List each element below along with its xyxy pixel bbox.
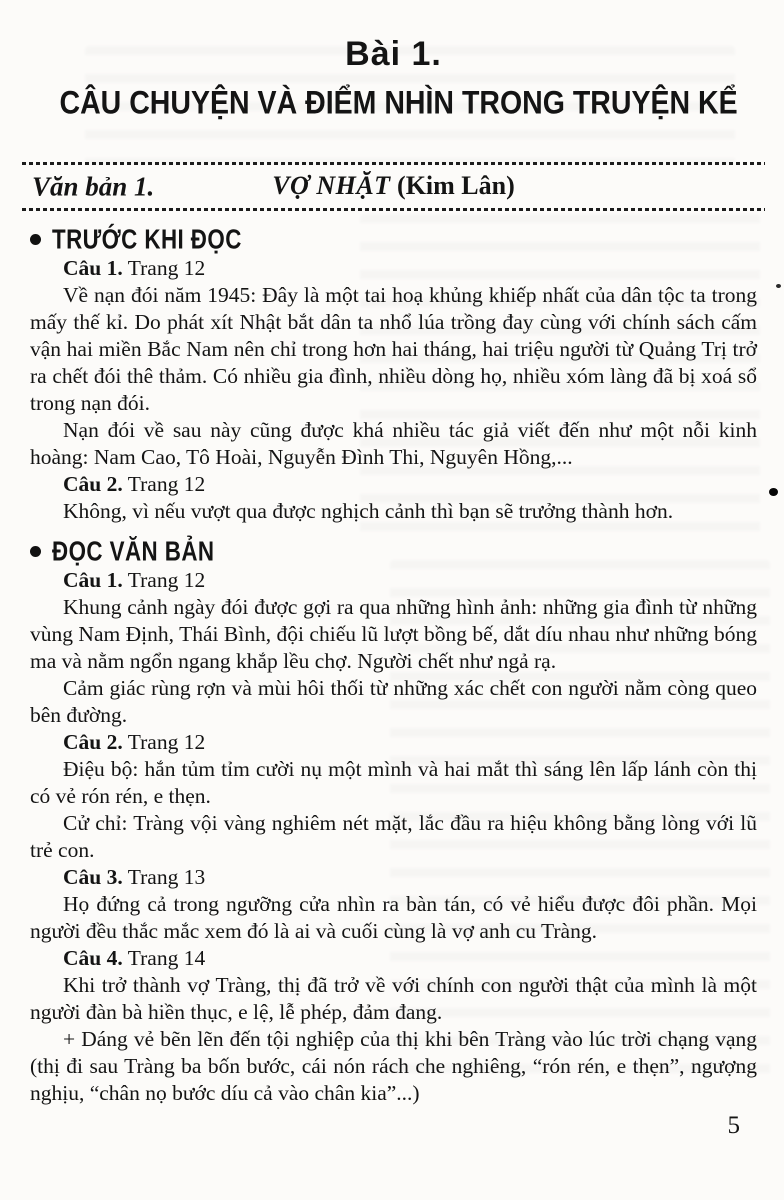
text-title: VỢ NHẶT <box>272 171 391 200</box>
section-heading-label: TRƯỚC KHI ĐỌC <box>52 222 242 255</box>
question-page-ref: Trang 12 <box>127 256 206 280</box>
question-label: Câu 1. <box>63 256 123 280</box>
question-page-ref: Trang 12 <box>127 472 206 496</box>
page-number: 5 <box>727 1112 740 1139</box>
question-line <box>30 945 757 972</box>
text-author: (Kim Lân) <box>397 171 515 200</box>
section-heading <box>30 534 757 567</box>
question-line <box>30 471 757 498</box>
lesson-number: Bài 1. <box>345 35 442 73</box>
bullet-icon <box>30 234 41 245</box>
text-header-label: Văn bản 1. <box>32 171 155 201</box>
answer-paragraph: Không, vì nếu vượt qua được nghịch cảnh thì bạn sẽ trưởng thành hơn. <box>63 499 674 523</box>
lesson-title: CÂU CHUYỆN VÀ ĐIỂM NHÌN TRONG TRUYỆN KỂ <box>59 83 738 122</box>
question-page-ref: Trang 14 <box>127 946 206 970</box>
answer-paragraph: Nạn đói về sau này cũng được khá nhiều tác giả viết đến như một nỗi kinh hoàng: Nam Cao, Tô Hoài, Nguyễn Đình Thi, Nguyên Hồng,... <box>30 418 757 469</box>
section-reading <box>30 534 757 1107</box>
ink-dot-artifact <box>769 488 778 496</box>
answer-paragraph: Điệu bộ: hắn tủm tỉm cười nụ một mình và hai mắt thì sáng lên lấp lánh còn thị có vẻ rón rén, e thẹn. <box>30 757 757 808</box>
question-line <box>30 567 757 594</box>
bullet-icon <box>30 546 41 557</box>
question-line <box>30 255 757 282</box>
answer-paragraph: Khung cảnh ngày đói được gợi ra qua những hình ảnh: những gia đình từ những vùng Nam Định, Thái Bình, đội chiếu lũ lượt bồng bế, dắt díu nhau như những bóng ma và nằm ngổn ngang khắp lều chợ. Người chết như ngả rạ. <box>30 595 757 673</box>
answer-paragraph: Cảm giác rùng rợn và mùi hôi thối từ những xác chết con người nằm còng queo bên đường. <box>30 676 757 727</box>
section-before-reading <box>30 222 757 525</box>
question-label: Câu 3. <box>63 865 123 889</box>
answer-paragraph: Khi trở thành vợ Tràng, thị đã trở về với chính con người thật của mình là một người đàn bà hiền thục, e lệ, lễ phép, đảm đang. <box>30 973 757 1024</box>
answer-paragraph: Về nạn đói năm 1945: Đây là một tai hoạ khủng khiếp nhất của dân tộc ta trong mấy thế kỉ. Do phát xít Nhật bắt dân ta nhổ lúa trồng đay cùng với chính sách cấm vận hai miền Bắc Nam nên chỉ trong hơn hai tháng, hai triệu người từ Quảng Trị trở ra chết đói thê thảm. Có nhiều gia đình, nhiều dòng họ, nhiều xóm làng đã bị xoá sổ trong nạn đói. <box>30 283 757 415</box>
section-heading-label: ĐỌC VĂN BẢN <box>52 534 215 567</box>
question-page-ref: Trang 12 <box>127 568 206 592</box>
question-line <box>30 729 757 756</box>
question-label: Câu 4. <box>63 946 123 970</box>
question-page-ref: Trang 12 <box>127 730 206 754</box>
question-label: Câu 2. <box>63 472 123 496</box>
question-line <box>30 864 757 891</box>
question-page-ref: Trang 13 <box>127 865 206 889</box>
answer-paragraph: Cử chỉ: Tràng vội vàng nghiêm nét mặt, lắc đầu ra hiệu không bằng lòng với lũ trẻ con. <box>30 811 757 862</box>
question-label: Câu 1. <box>63 568 123 592</box>
question-label: Câu 2. <box>63 730 123 754</box>
answer-paragraph: Họ đứng cả trong ngưỡng cửa nhìn ra bàn tán, có vẻ hiểu được đôi phần. Mọi người đều thắc mắc xem đó là ai và cuối cùng là vợ anh cu Tràng. <box>30 892 757 943</box>
answer-paragraph: + Dáng vẻ bẽn lẽn đến tội nghiệp của thị khi bên Tràng vào lúc trời chạng vạng (thị đi sau Tràng ba bốn bước, cái nón rách che nghiêng, “rón rén, e thẹn”, ngượng nghịu, “chân nọ bước díu cả vào chân kia”...) <box>30 1027 757 1105</box>
ink-speck-artifact <box>776 284 781 288</box>
section-heading <box>30 222 757 255</box>
text-header-band <box>30 162 757 211</box>
